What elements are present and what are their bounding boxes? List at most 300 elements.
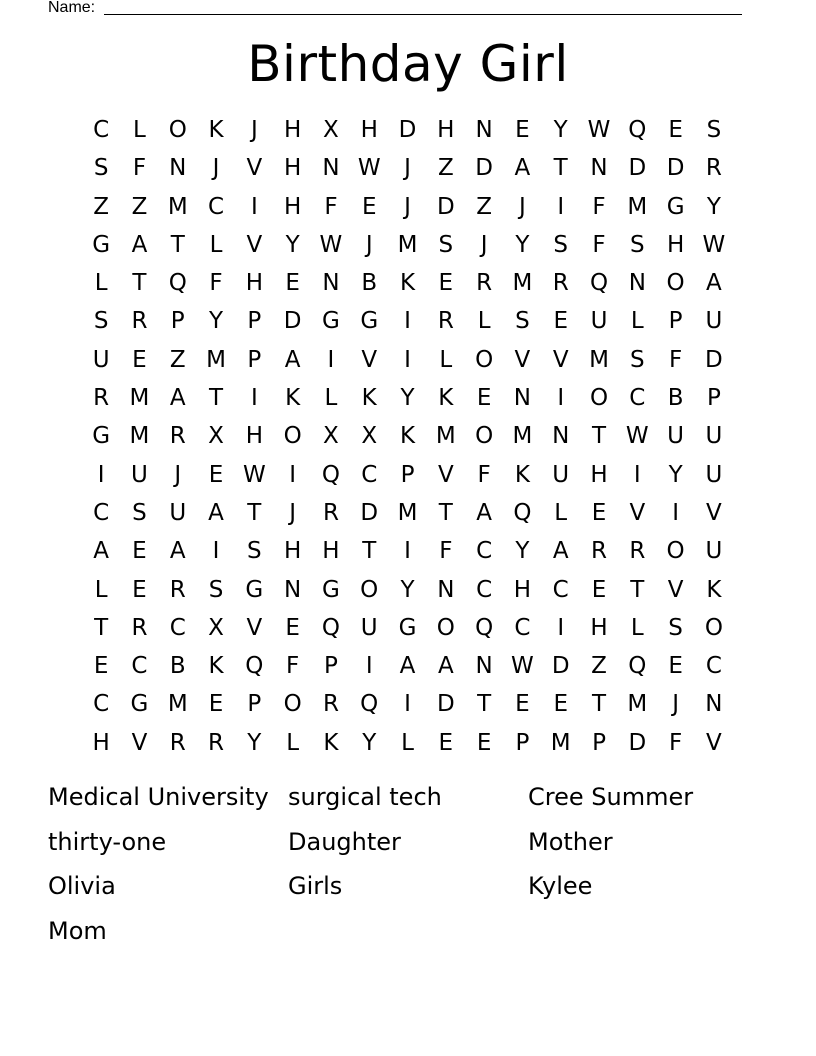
grid-letter: N — [475, 117, 493, 143]
grid-letter: X — [208, 423, 224, 450]
grid-letter: H — [666, 231, 685, 258]
grid-letter: D — [705, 346, 723, 373]
word-list-item: Cree Summer — [528, 783, 694, 811]
grid-letter: G — [130, 691, 149, 718]
grid-letter: M — [129, 423, 150, 450]
word-list-item: Medical University — [48, 783, 269, 811]
grid-letter: I — [404, 308, 411, 335]
grid-letter: W — [511, 653, 534, 680]
grid-letter: U — [131, 461, 148, 488]
grid-letter: O — [283, 691, 302, 718]
grid-letter: N — [322, 155, 340, 182]
grid-letter: T — [132, 270, 147, 297]
grid-letter: F — [668, 346, 683, 373]
grid-letter: F — [592, 231, 606, 258]
grid-letter: G — [92, 231, 111, 258]
name-label: Name: — [48, 0, 96, 16]
grid-letter: C — [131, 653, 148, 680]
grid-letter: K — [285, 385, 301, 412]
grid-letter: W — [357, 155, 381, 182]
grid-letter: C — [93, 691, 110, 718]
grid-letter: Y — [515, 231, 530, 258]
grid-letter: V — [552, 346, 569, 373]
grid-letter: H — [513, 576, 532, 603]
grid-letter: I — [327, 346, 335, 373]
grid-letter: U — [705, 308, 723, 335]
grid-letter: O — [436, 614, 455, 641]
grid-letter: F — [592, 193, 606, 220]
grid-letter: T — [438, 499, 453, 526]
grid-letter: I — [365, 653, 373, 680]
grid-letter: H — [283, 538, 302, 565]
grid-letter: T — [591, 423, 607, 450]
grid-letter: I — [633, 461, 641, 488]
grid-letter: U — [705, 461, 723, 488]
grid-letter: P — [706, 385, 721, 412]
grid-letter: S — [208, 576, 224, 603]
grid-letter: M — [627, 193, 648, 220]
grid-letter: Y — [400, 576, 415, 603]
grid-letter: X — [208, 614, 224, 641]
grid-letter: J — [480, 231, 488, 258]
grid-letter: E — [438, 270, 454, 297]
grid-letter: S — [93, 308, 109, 335]
grid-letter: E — [515, 691, 530, 718]
grid-letter: T — [247, 499, 262, 526]
grid-letter: A — [169, 538, 186, 565]
grid-letter: L — [324, 385, 338, 412]
grid-letter: N — [284, 576, 302, 603]
grid-letter: E — [591, 576, 607, 603]
grid-letter: M — [167, 691, 188, 718]
grid-letter: G — [666, 193, 685, 220]
grid-letter: I — [404, 346, 411, 373]
grid-letter: C — [629, 385, 646, 412]
word-list-item: Kylee — [528, 872, 593, 900]
grid-letter: E — [515, 117, 530, 143]
grid-letter: U — [169, 499, 187, 526]
grid-letter: T — [477, 691, 492, 718]
grid-letter: Y — [209, 308, 224, 335]
grid-letter: M — [206, 346, 226, 373]
grid-letter: O — [283, 423, 302, 450]
grid-letter: G — [360, 308, 379, 335]
grid-letter: D — [551, 653, 570, 680]
grid-letter: E — [285, 270, 300, 297]
grid-letter: H — [360, 117, 378, 143]
grid-letter: D — [666, 155, 685, 182]
grid-letter: H — [437, 117, 455, 143]
grid-letter: Y — [515, 538, 530, 565]
grid-letter: N — [513, 385, 532, 412]
grid-letter: R — [591, 538, 607, 565]
grid-letter: E — [132, 346, 147, 373]
grid-letter: A — [514, 155, 531, 182]
grid-letter: A — [476, 499, 492, 526]
grid-letter: M — [550, 729, 571, 756]
grid-letter: E — [476, 385, 492, 412]
grid-letter: L — [630, 308, 644, 335]
grid-letter: T — [591, 691, 607, 718]
grid-letter: U — [92, 346, 110, 373]
grid-letter: L — [94, 576, 108, 603]
grid-letter: K — [323, 729, 339, 756]
grid-letter: G — [245, 576, 264, 603]
grid-letter: E — [132, 576, 147, 603]
grid-letter: F — [286, 653, 300, 680]
grid-letter: Q — [168, 270, 187, 297]
grid-letter: Q — [321, 461, 340, 488]
grid-letter: U — [590, 308, 608, 335]
grid-letter: N — [590, 155, 608, 182]
grid-letter: K — [514, 461, 530, 488]
grid-letter: F — [209, 270, 223, 297]
grid-letter: D — [628, 729, 647, 756]
grid-letter: K — [208, 117, 224, 143]
grid-letter: S — [630, 346, 645, 373]
grid-letter: E — [438, 729, 454, 756]
grid-letter: I — [557, 193, 565, 220]
word-list-item: Daughter — [288, 827, 401, 856]
grid-letter: C — [169, 614, 186, 641]
grid-letter: H — [245, 270, 263, 297]
grid-letter: R — [169, 729, 186, 756]
grid-letter: E — [208, 691, 224, 718]
grid-letter: I — [404, 691, 411, 718]
grid-letter: Q — [513, 499, 532, 526]
grid-letter: Z — [131, 193, 148, 220]
grid-letter: E — [668, 117, 683, 143]
grid-letter: L — [133, 117, 146, 143]
grid-letter: F — [439, 538, 453, 565]
grid-letter: R — [476, 270, 493, 297]
grid-letter: N — [475, 653, 493, 680]
grid-letter: D — [475, 155, 493, 182]
grid-letter: Y — [285, 231, 300, 258]
grid-letter: F — [477, 461, 491, 488]
grid-letter: Q — [628, 653, 647, 680]
grid-letter: M — [129, 385, 150, 412]
grid-letter: H — [245, 423, 263, 450]
grid-letter: E — [591, 499, 607, 526]
grid-letter: P — [170, 308, 185, 335]
grid-letter: H — [590, 461, 608, 488]
grid-letter: Y — [400, 385, 415, 412]
grid-letter: J — [174, 461, 182, 488]
grid-letter: Q — [360, 691, 379, 718]
grid-letter: I — [250, 193, 258, 220]
grid-letter: A — [437, 653, 454, 680]
grid-letter: N — [437, 576, 455, 603]
grid-letter: H — [92, 729, 110, 756]
word-list-item: Girls — [288, 872, 343, 900]
grid-letter: S — [247, 538, 262, 565]
grid-letter: C — [208, 193, 225, 220]
grid-letter: L — [209, 231, 223, 258]
word-list — [48, 778, 768, 956]
grid-letter: E — [476, 729, 492, 756]
grid-letter: I — [97, 461, 105, 488]
grid-letter: Z — [476, 193, 492, 220]
grid-letter: R — [131, 308, 148, 335]
grid-letter: M — [397, 231, 418, 258]
grid-letter: E — [93, 653, 109, 680]
grid-letter: K — [208, 653, 224, 680]
grid-letter: J — [404, 193, 411, 220]
grid-letter: O — [360, 576, 379, 603]
name-field — [48, 0, 742, 18]
grid-letter: L — [630, 614, 644, 641]
grid-letter: E — [553, 691, 568, 718]
grid-letter: K — [706, 576, 722, 603]
grid-letter: R — [208, 729, 225, 756]
grid-letter: I — [404, 538, 411, 565]
grid-letter: I — [250, 385, 258, 412]
grid-letter: I — [212, 538, 220, 565]
grid-letter: N — [705, 691, 723, 718]
grid-letter: G — [322, 308, 340, 335]
grid-letter: V — [246, 614, 263, 641]
word-list-item: Mom — [48, 916, 107, 945]
grid-letter: T — [362, 538, 377, 565]
grid-letter: R — [552, 270, 569, 297]
grid-letter: W — [702, 231, 726, 258]
grid-letter: T — [94, 614, 109, 641]
grid-letter: P — [668, 308, 683, 335]
grid-letter: V — [667, 576, 684, 603]
grid-letter: M — [167, 193, 188, 220]
grid-letter: I — [557, 614, 565, 641]
grid-letter: G — [322, 576, 340, 603]
grid-letter: Y — [362, 729, 377, 756]
grid-letter: J — [404, 155, 411, 182]
grid-letter: C — [476, 576, 493, 603]
grid-letter: M — [512, 270, 533, 297]
grid-letter: D — [436, 691, 455, 718]
grid-letter: D — [436, 193, 455, 220]
grid-letter: D — [360, 499, 379, 526]
grid-letter: V — [706, 729, 722, 756]
grid-letter: U — [552, 461, 570, 488]
grid-letter: Z — [437, 155, 454, 182]
grid-letter: D — [283, 308, 302, 335]
grid-letter: X — [323, 423, 339, 450]
grid-letter: E — [361, 193, 377, 220]
grid-letter: F — [668, 729, 683, 756]
grid-letter: R — [93, 385, 110, 412]
grid-letter: A — [284, 346, 301, 373]
grid-letter: Y — [553, 117, 568, 143]
grid-letter: M — [589, 346, 609, 373]
grid-letter: Z — [591, 653, 607, 680]
grid-letter: A — [131, 231, 148, 258]
grid-letter: W — [319, 231, 343, 258]
grid-letter: A — [706, 270, 722, 297]
grid-letter: Q — [321, 614, 340, 641]
grid-letter: Y — [706, 193, 721, 220]
grid-letter: R — [437, 308, 454, 335]
grid-letter: K — [399, 270, 416, 297]
grid-letter: A — [169, 385, 186, 412]
grid-letter: L — [286, 729, 300, 756]
grid-letter: P — [515, 729, 530, 756]
grid-letter: X — [361, 423, 378, 450]
grid-letter: I — [557, 385, 565, 412]
grid-letter: H — [590, 614, 608, 641]
word-list-item: Mother — [528, 827, 613, 856]
grid-letter: U — [360, 614, 378, 641]
grid-letter: T — [553, 155, 568, 182]
grid-letter: O — [704, 614, 723, 641]
grid-letter: K — [399, 423, 416, 450]
grid-letter: R — [322, 691, 339, 718]
word-list-item: Olivia — [48, 872, 116, 900]
name-underline — [104, 14, 742, 15]
grid-letter: K — [361, 385, 377, 412]
grid-letter: Q — [628, 117, 647, 143]
grid-letter: Q — [475, 614, 494, 641]
grid-letter: Y — [247, 729, 262, 756]
grid-letter: A — [552, 538, 569, 565]
grid-letter: F — [132, 155, 147, 182]
grid-letter: U — [705, 538, 723, 565]
grid-letter: W — [587, 117, 611, 143]
grid-letter: A — [399, 653, 416, 680]
grid-letter: V — [514, 346, 531, 373]
grid-letter: B — [667, 385, 684, 412]
grid-letter: D — [398, 117, 417, 143]
grid-letter: D — [628, 155, 647, 182]
grid-letter: L — [401, 729, 414, 756]
page-title: Birthday Girl — [247, 35, 569, 93]
grid-letter: R — [131, 614, 148, 641]
grid-letter: O — [168, 117, 187, 143]
grid-letter: L — [477, 308, 491, 335]
grid-letter: Z — [93, 193, 110, 220]
grid-letter: R — [322, 499, 339, 526]
grid-letter: T — [630, 576, 645, 603]
grid-letter: L — [439, 346, 453, 373]
grid-letter: H — [283, 117, 302, 143]
grid-letter: O — [589, 385, 609, 412]
grid-letter: S — [515, 308, 530, 335]
grid-letter: T — [209, 385, 224, 412]
grid-letter: U — [705, 423, 723, 450]
grid-letter: J — [672, 691, 679, 718]
grid-letter: S — [553, 231, 569, 258]
grid-letter: V — [131, 729, 148, 756]
grid-letter: T — [170, 231, 185, 258]
grid-letter: J — [250, 117, 258, 143]
grid-letter: I — [672, 499, 679, 526]
word-list-item: surgical tech — [288, 783, 442, 811]
grid-letter: F — [324, 193, 338, 220]
grid-letter: P — [323, 653, 338, 680]
grid-letter: B — [169, 653, 186, 680]
grid-letter: C — [514, 614, 531, 641]
grid-letter: G — [398, 614, 417, 641]
grid-letter: R — [169, 423, 186, 450]
grid-letter: L — [554, 499, 568, 526]
grid-letter: E — [285, 614, 300, 641]
grid-letter: J — [289, 499, 297, 526]
grid-letter: S — [706, 117, 722, 143]
grid-letter: S — [132, 499, 147, 526]
grid-letter: P — [400, 461, 415, 488]
grid-letter: Z — [169, 346, 186, 373]
grid-letter: P — [247, 346, 262, 373]
grid-letter: S — [93, 155, 109, 182]
grid-letter: O — [666, 538, 685, 565]
grid-letter: N — [322, 270, 340, 297]
grid-letter: V — [706, 499, 722, 526]
grid-letter: M — [397, 499, 418, 526]
grid-letter: U — [667, 423, 685, 450]
grid-letter: E — [208, 461, 224, 488]
grid-letter: W — [242, 461, 266, 488]
grid-letter: B — [361, 270, 378, 297]
grid-letter: C — [361, 461, 378, 488]
grid-letter: S — [668, 614, 683, 641]
grid-letter: J — [212, 155, 220, 182]
grid-letter: Q — [245, 653, 264, 680]
grid-letter: J — [519, 193, 526, 220]
grid-letter: H — [283, 155, 302, 182]
grid-letter: I — [289, 461, 297, 488]
grid-letter: G — [92, 423, 111, 450]
grid-letter: L — [94, 270, 108, 297]
grid-letter: C — [476, 538, 493, 565]
grid-letter: A — [208, 499, 224, 526]
grid-letter: X — [323, 117, 339, 143]
grid-letter: A — [93, 538, 110, 565]
grid-letter: C — [552, 576, 569, 603]
grid-letter: M — [627, 691, 648, 718]
grid-letter: V — [361, 346, 378, 373]
grid-letter: N — [552, 423, 570, 450]
grid-letter: H — [283, 193, 302, 220]
grid-letter: M — [435, 423, 456, 450]
grid-letter: V — [246, 155, 263, 182]
grid-letter: M — [512, 423, 533, 450]
grid-letter: V — [246, 231, 263, 258]
grid-letter: C — [705, 653, 722, 680]
grid-letter: R — [705, 155, 722, 182]
grid-letter: N — [169, 155, 187, 182]
grid-letter: N — [628, 270, 646, 297]
grid-letter: P — [247, 691, 262, 718]
grid-letter: E — [553, 308, 568, 335]
grid-letter: O — [475, 346, 494, 373]
grid-letter: Y — [668, 461, 683, 488]
grid-letter: K — [438, 385, 454, 412]
grid-letter: R — [629, 538, 646, 565]
grid-letter: Q — [589, 270, 609, 297]
grid-letter: H — [322, 538, 340, 565]
grid-letter: E — [668, 653, 683, 680]
grid-letter: S — [438, 231, 454, 258]
letter-grid — [82, 111, 733, 762]
grid-letter: E — [132, 538, 147, 565]
grid-letter: R — [169, 576, 186, 603]
grid-letter: P — [592, 729, 606, 756]
grid-letter: V — [437, 461, 454, 488]
grid-letter: O — [666, 270, 685, 297]
grid-letter: C — [93, 117, 110, 143]
grid-letter: W — [625, 423, 649, 450]
grid-letter: J — [365, 231, 373, 258]
grid-letter: S — [630, 231, 645, 258]
